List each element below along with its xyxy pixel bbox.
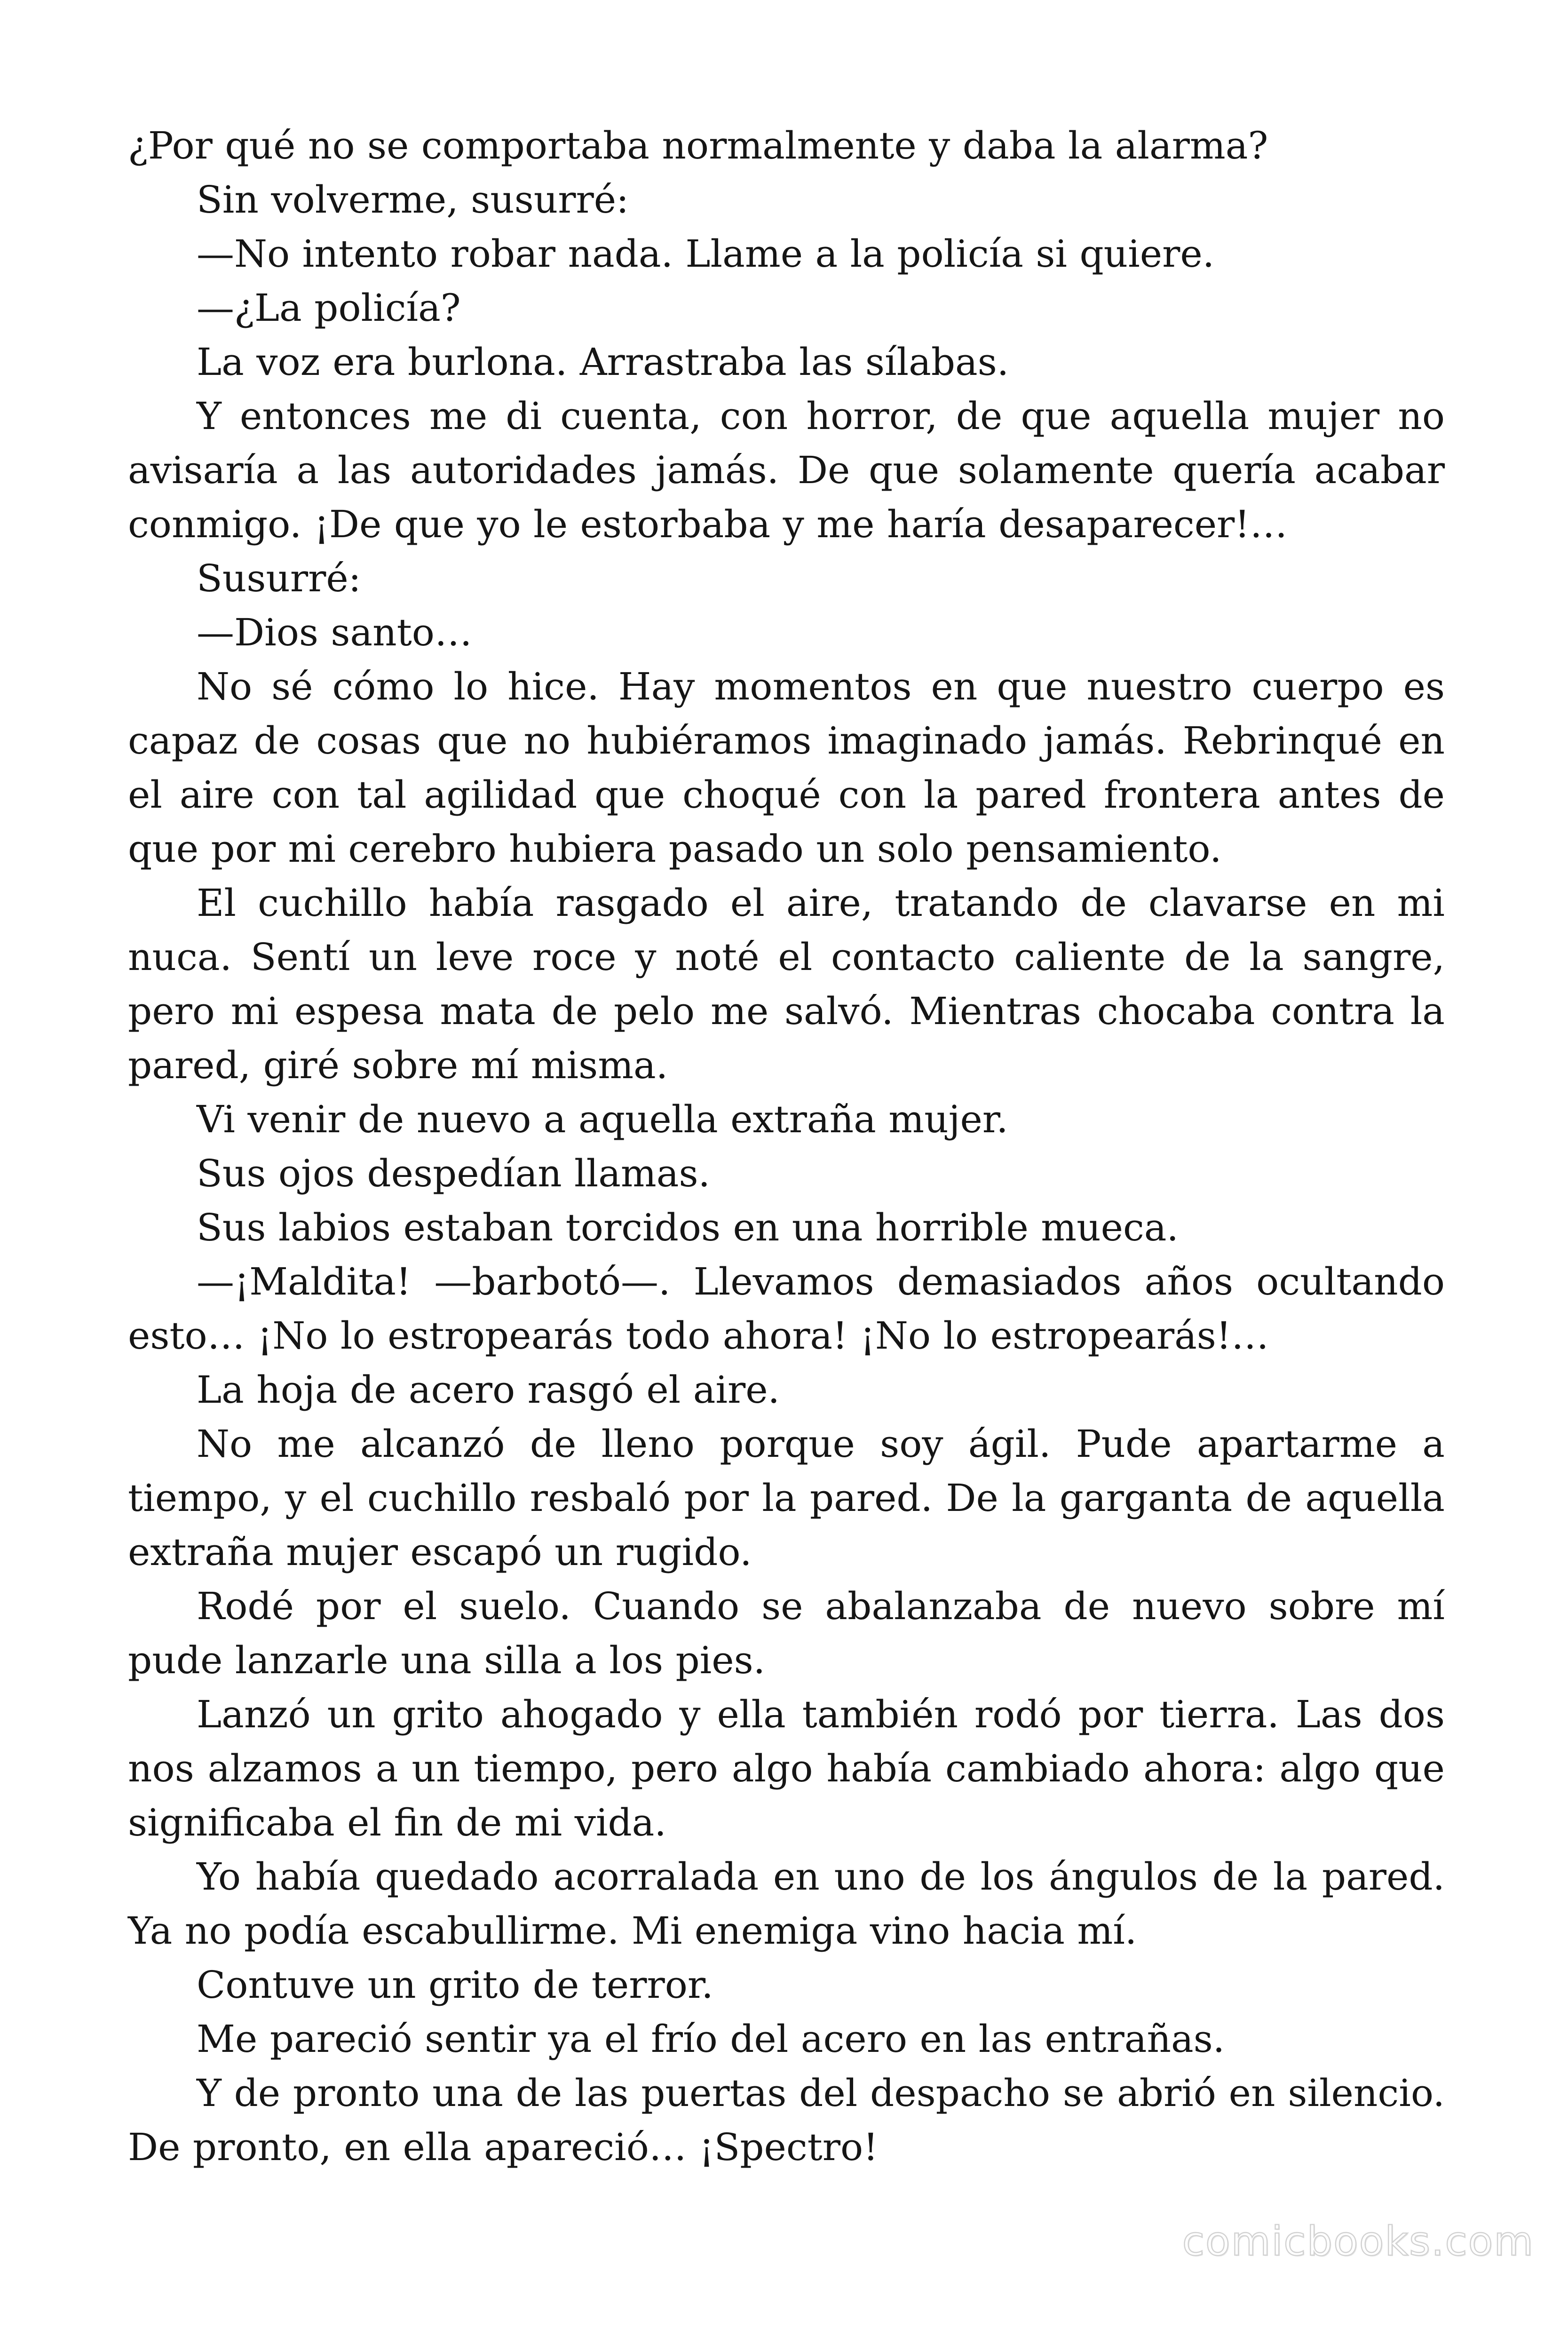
paragraph: Sus ojos despedían llamas. [197,1152,710,1195]
watermark: comicbooks.com [1182,2218,1534,2265]
paragraph: Vi venir de nuevo a aquella extraña mujer. [197,1097,1008,1141]
page-body-text [128,119,1445,2174]
paragraph: La voz era burlona. Arrastraba las sílabas. [197,340,1009,384]
paragraph: Y entonces me di cuenta, con horror, de que aquella mujer no avisaría a las autoridades jamás. De que solamente quería acabar conmigo. ¡De que yo le estorbaba y me haría desaparecer!… [128,394,1445,546]
paragraph: —Dios santo… [197,611,472,654]
paragraph: Yo había quedado acorralada en uno de los ángulos de la pared. Ya no podía escabullirme. Mi enemiga vino hacia mí. [128,1855,1445,1953]
paragraph: ¿Por qué no se comportaba normalmente y daba la alarma? [128,124,1268,167]
paragraph: Rodé por el suelo. Cuando se abalanzaba de nuevo sobre mí pude lanzarle una silla a los pies. [128,1584,1445,1682]
paragraph: —¡Maldita! —barbotó—. Llevamos demasiados años ocultando esto… ¡No lo estropearás todo ahora! ¡No lo estropearás!… [128,1260,1445,1358]
paragraph: Lanzó un grito ahogado y ella también rodó por tierra. Las dos nos alzamos a un tiempo, pero algo había cambiado ahora: algo que significaba el fin de mi vida. [128,1692,1445,1844]
paragraph: —No intento robar nada. Llame a la policía si quiere. [197,232,1215,276]
paragraph: Sin volverme, susurré: [197,178,629,222]
paragraph: El cuchillo había rasgado el aire, tratando de clavarse en mi nuca. Sentí un leve roce y noté el contacto caliente de la sangre, pero mi espesa mata de pelo me salvó. Mientras chocaba contra la pared, giré sobre mí misma. [128,881,1445,1087]
paragraph: No sé cómo lo hice. Hay momentos en que nuestro cuerpo es capaz de cosas que no hubiéramos imaginado jamás. Rebrinqué en el aire con tal agilidad que choqué con la pared frontera antes de que por mi cerebro hubiera pasado un solo pensamiento. [128,665,1445,871]
paragraph: Me pareció sentir ya el frío del acero en las entrañas. [197,2017,1225,2061]
paragraph: Sus labios estaban torcidos en una horrible mueca. [197,1206,1179,1249]
paragraph: No me alcanzó de lleno porque soy ágil. Pude apartarme a tiempo, y el cuchillo resbaló por la pared. De la garganta de aquella extraña mujer escapó un rugido. [128,1422,1445,1574]
paragraph: Susurré: [197,556,361,600]
paragraph: —¿La policía? [197,286,461,330]
paragraph: Y de pronto una de las puertas del despacho se abrió en silencio. De pronto, en ella apareció… ¡Spectro! [128,2071,1445,2169]
paragraph: Contuve un grito de terror. [197,1963,713,2007]
paragraph: La hoja de acero rasgó el aire. [197,1368,780,1412]
